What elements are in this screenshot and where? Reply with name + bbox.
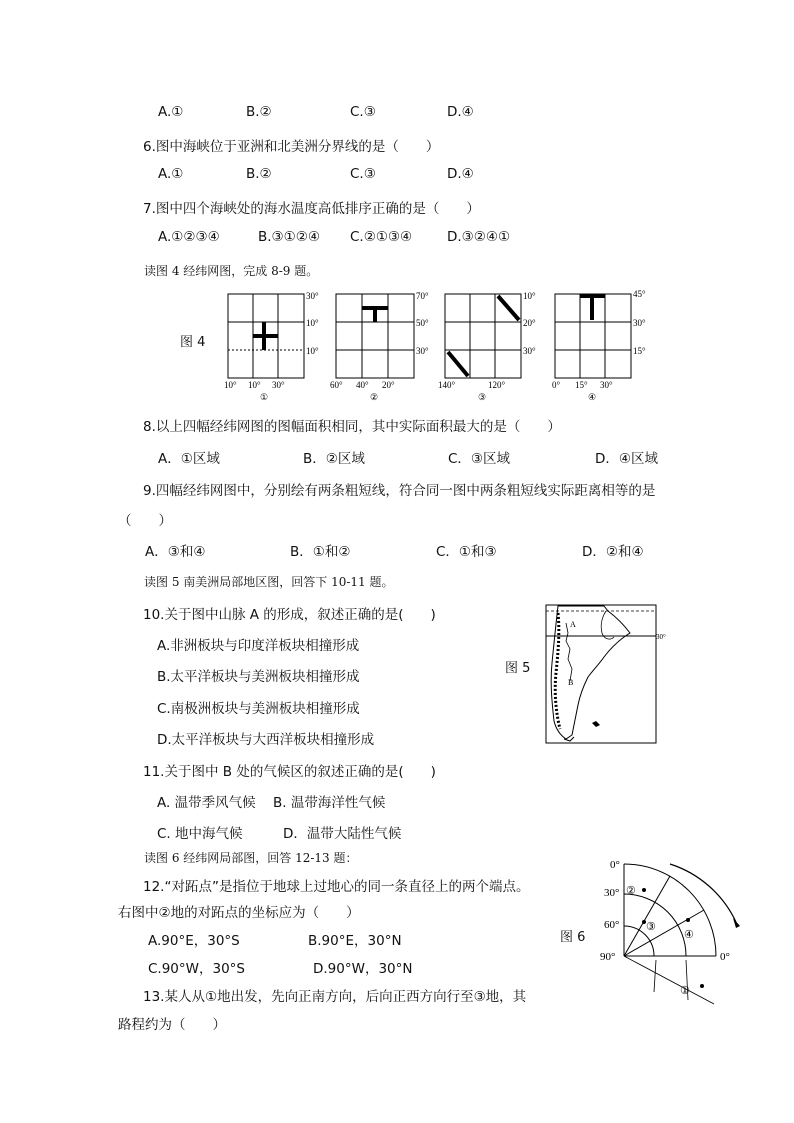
figure-5-south-america-map [544,603,674,746]
map4-lon-label: 15° [575,380,588,390]
q7-option-a: A.①②③④ [158,229,220,245]
figure-6-label: 图 6 [560,930,586,945]
map4-lat-label: 45° [633,289,646,299]
q10-stem: 10.关于图中山脉 A 的形成，叙述正确的是( ) [143,607,436,623]
q13-stem-line1: 13.某人从①地出发，先向正南方向，后向正西方向行至③地，其 [143,989,527,1005]
q8-option-d: D．④区域 [595,451,658,467]
map1-lat-label: 30° [306,291,319,301]
lat-30-label: 30° [604,887,620,899]
map1-lat-label: 10° [306,318,319,328]
map3-lat-label: 10° [523,291,536,301]
q9-option-b: B．①和② [290,544,351,560]
q12-option-c: C.90°W，30°S [148,961,245,977]
map3-lat-label: 20° [523,318,536,328]
map1-lat-label: 10° [306,346,319,356]
map2-lon-label: 40° [356,380,369,390]
figure-4-label: 图 4 [180,335,206,350]
map3-lat-label: 30° [523,346,536,356]
lat-30-label: 30° [656,633,666,641]
lon-0-label: 0° [720,951,730,963]
q8-stem: 8.以上四幅经纬网图的图幅面积相同，其中实际面积最大的是（ ） [143,419,561,435]
graticule-map-1 [228,294,304,378]
map2-caption: ② [370,392,379,402]
map2-lat-label: 70° [416,291,429,301]
point-4-label: ④ [684,929,694,941]
q11-option-d: D．温带大陆性气候 [283,826,402,842]
lat-0-label: 0° [610,859,620,871]
mark-a: A [570,620,576,629]
q9-stem-line1: 9.四幅经纬网图中，分别绘有两条粗短线，符合同一图中两条粗短线实际距离相等的是 [143,483,656,499]
map4-caption: ④ [588,392,597,402]
q5-option-d: D.④ [447,104,474,120]
q7-stem: 7.图中四个海峡处的海水温度高低排序正确的是（ ） [143,201,480,217]
q6-option-b: B.② [246,166,272,182]
q5-option-c: C.③ [350,104,376,120]
graticule-map-4 [555,294,631,378]
q11-option-b: B. 温带海洋性气候 [273,795,386,811]
figure-5-label: 图 5 [505,661,531,676]
q12-option-d: D.90°W，30°N [313,961,413,977]
point-1-label: ① [680,985,690,997]
map4-lon-label: 0° [552,380,561,390]
q12-option-a: A.90°E，30°S [148,933,240,949]
thick-line-map3-a [498,296,519,320]
point-4-dot [686,918,690,922]
q9-option-c: C．①和③ [436,544,497,560]
map1-caption: ① [260,392,269,402]
q7-option-d: D.③②④① [447,229,511,245]
map2-lon-label: 20° [382,380,395,390]
q9-option-d: D．②和④ [582,544,644,560]
map1-lon-label: 10° [248,380,261,390]
point-2-dot [642,888,646,892]
q10-option-c: C.南极洲板块与美洲板块相撞形成 [157,701,360,717]
intro-figure-6: 读图 6 经纬网局部图，回答 12-13 题： [144,851,358,865]
q5-option-b: B.② [246,104,272,120]
q11-option-c: C. 地中海气候 [157,826,243,842]
q8-option-b: B．②区域 [303,451,365,467]
q12-option-b: B.90°E，30°N [308,933,402,949]
map4-lat-label: 15° [633,346,646,356]
map3-lon-label: 140° [438,380,456,390]
figure-6-polar-graticule [596,856,746,1008]
q11-stem: 11.关于图中 B 处的气候区的叙述正确的是( ) [143,764,436,780]
q12-stem-line1: 12.“对跖点”是指位于地球上过地心的同一条直径上的两个端点。 [143,879,530,895]
mark-b: B [568,678,574,687]
q6-option-c: C.③ [350,166,376,182]
q6-option-d: D.④ [447,166,474,182]
q10-option-d: D.太平洋板块与大西洋板块相撞形成 [157,732,375,748]
q10-option-a: A.非洲板块与印度洋板块相撞形成 [157,638,360,654]
point-3-label: ③ [646,921,656,933]
graticule-map-2 [336,294,414,378]
intro-figure-5: 读图 5 南美洲局部地区图，回答下 10-11 题。 [144,575,394,589]
q13-stem-line2: 路程约为（ ） [118,1017,226,1033]
graticule-map-3 [445,294,521,378]
q9-stem-line2: （ ） [118,513,172,529]
map2-lon-label: 60° [330,380,343,390]
q8-option-a: A．①区域 [158,451,220,467]
map3-lon-label: 120° [488,380,506,390]
q11-option-a: A. 温带季风气候 [157,795,256,811]
q12-stem-line2: 右图中②地的对跖点的坐标应为（ ） [118,905,360,921]
q8-option-c: C．③区域 [448,451,511,467]
q7-option-c: C.②①③④ [350,229,413,245]
map2-lat-label: 50° [416,318,429,328]
map2-lat-label: 30° [416,346,429,356]
lat-60-label: 60° [604,919,620,931]
q10-option-b: B.太平洋板块与美洲板块相撞形成 [157,669,360,685]
map4-lat-label: 30° [633,318,646,328]
map1-lon-label: 30° [272,380,285,390]
point-2-label: ② [626,885,636,897]
point-1-dot [700,984,704,988]
q6-option-a: A.① [158,166,184,182]
lat-90-label: 90° [600,951,616,963]
intro-figure-4: 读图 4 经纬网图，完成 8-9 题。 [144,264,319,278]
map1-lon-label: 10° [224,380,237,390]
map4-lon-label: 30° [600,380,613,390]
q9-option-a: A．③和④ [145,544,206,560]
q7-option-b: B.③①②④ [258,229,320,245]
map3-caption: ③ [478,392,487,402]
q5-option-a: A.① [158,104,184,120]
thick-line-map3-b [448,352,468,376]
q6-stem: 6.图中海峡位于亚洲和北美洲分界线的是（ ） [143,139,440,155]
figure-4-graticules [220,286,660,404]
